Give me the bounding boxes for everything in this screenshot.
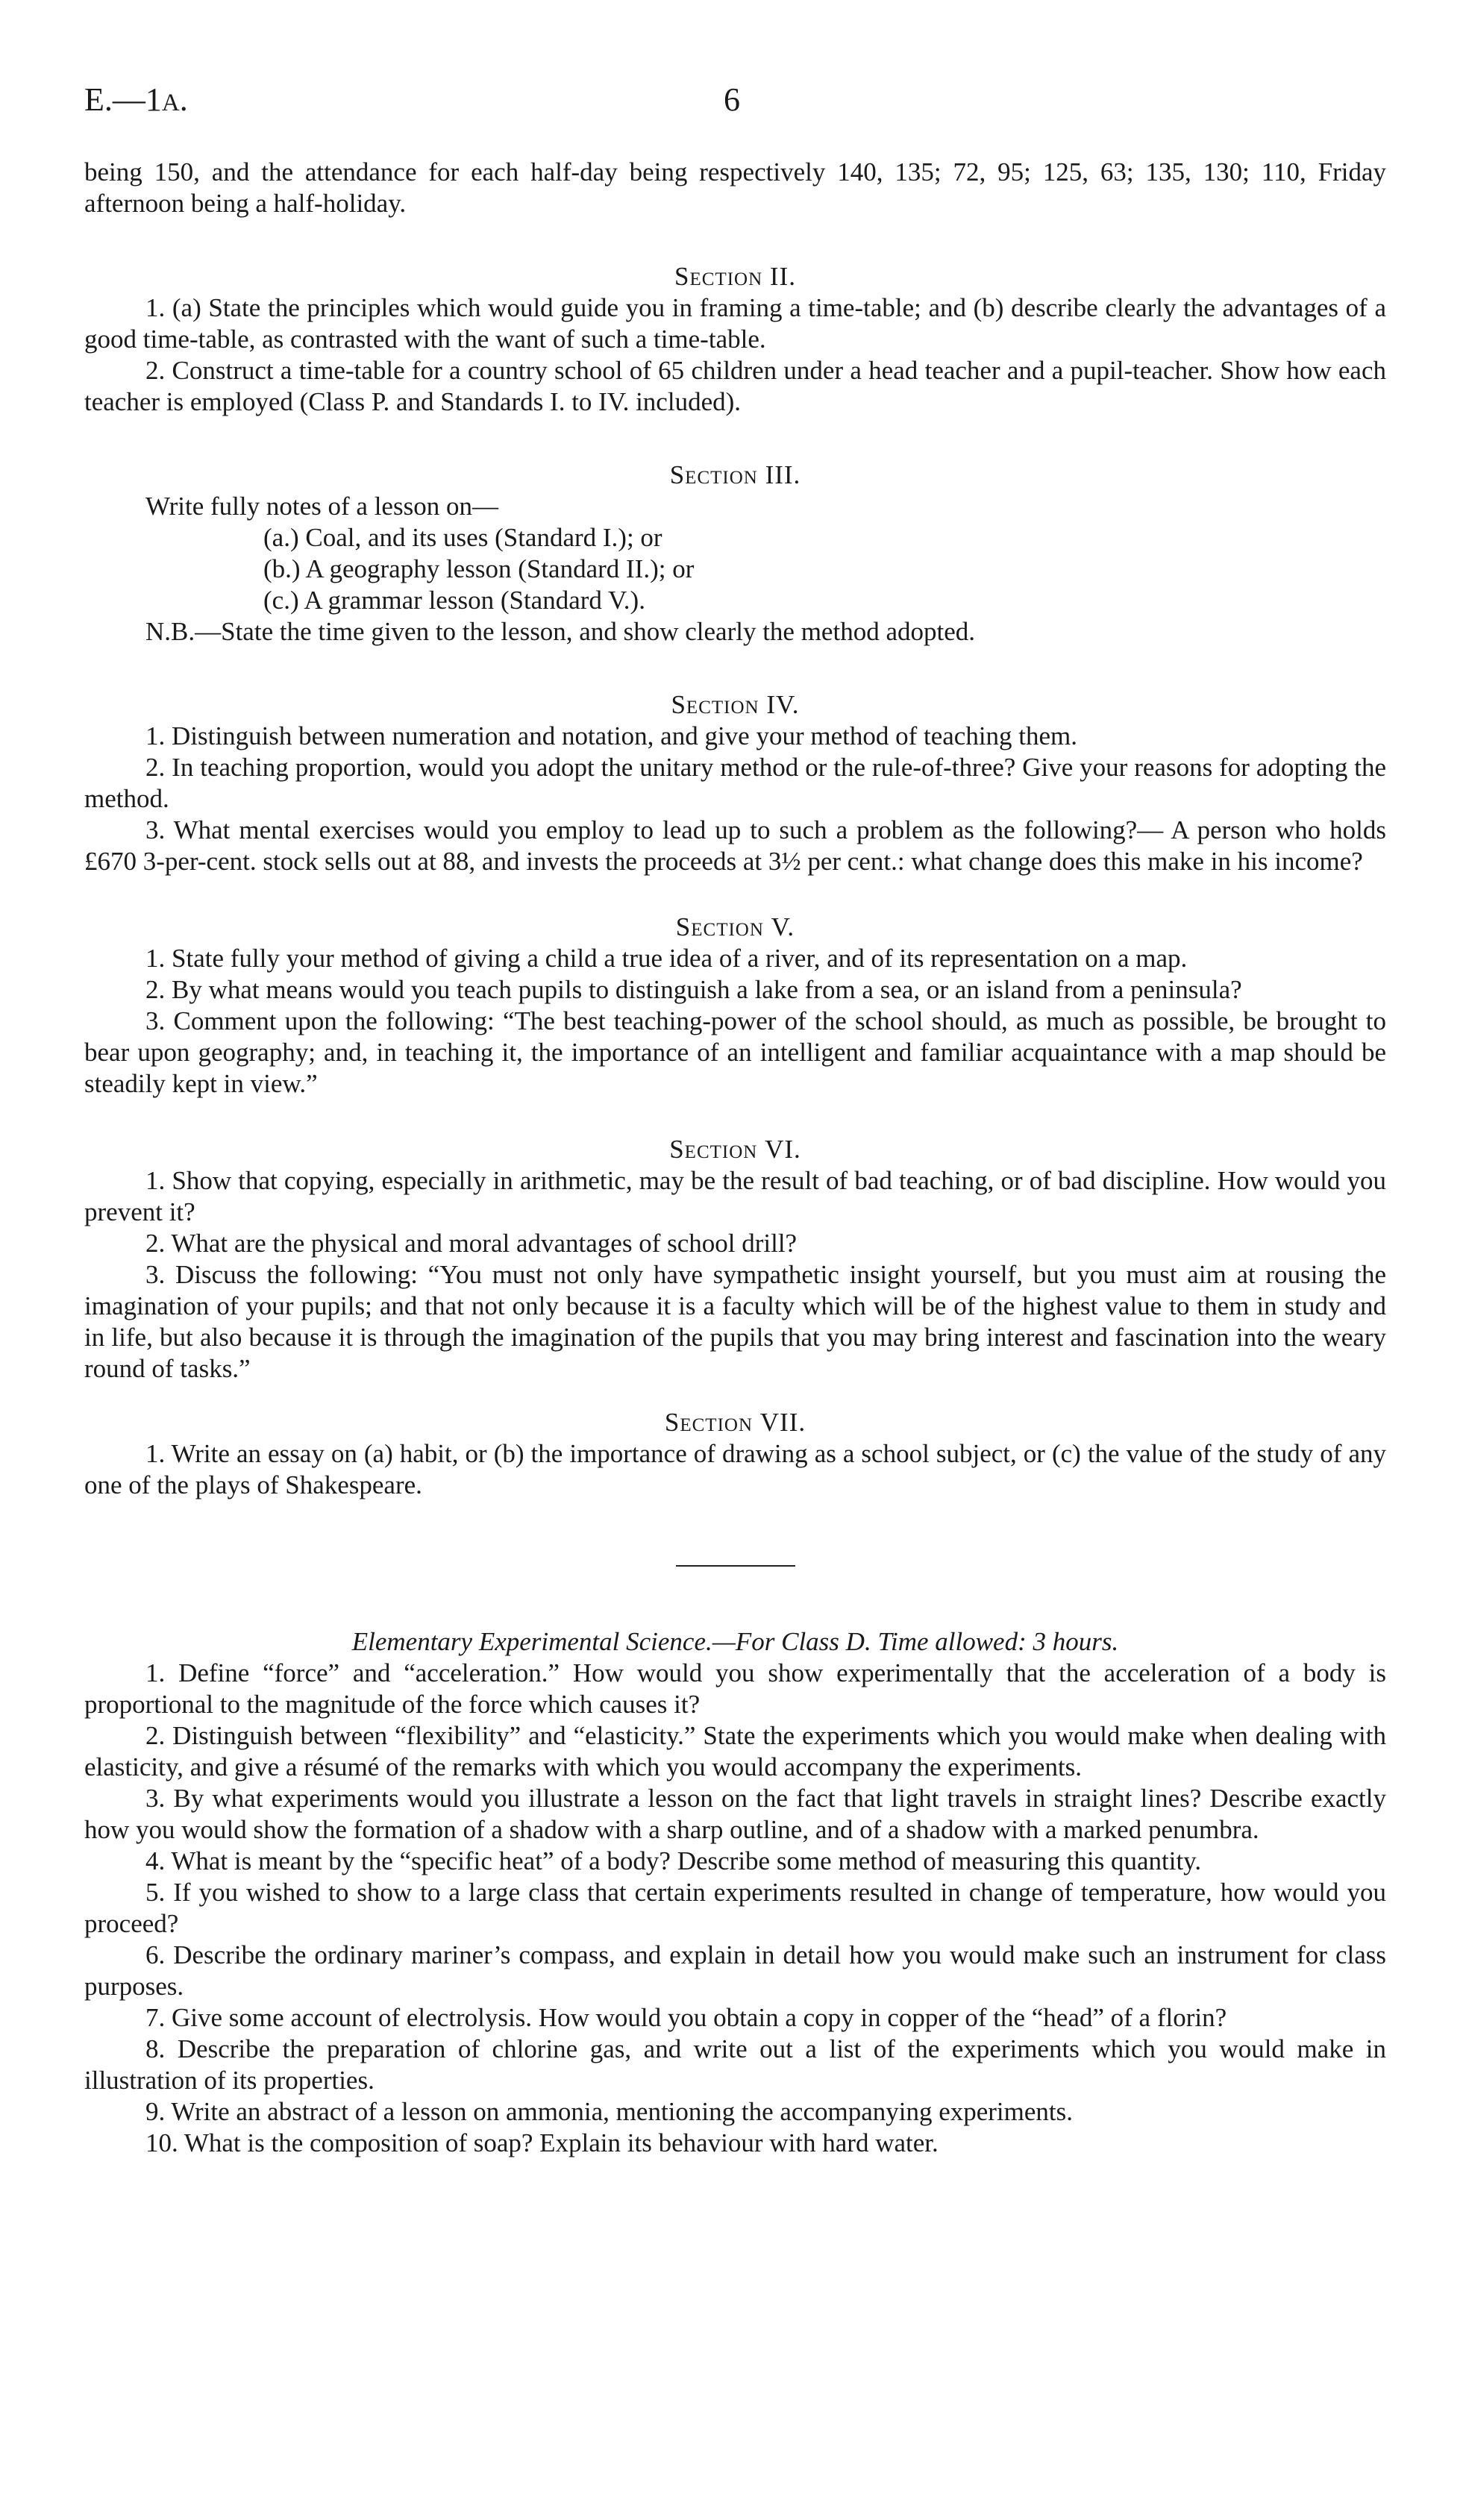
- document-body: [84, 157, 1386, 2159]
- science-question-10: 10. What is the composition of soap? Explain its behaviour with hard water.: [145, 2128, 939, 2157]
- section-6-question-1: 1. Show that copying, especially in arithmetic, may be the result of bad teaching, or of bad discipline. How would you prevent it?: [84, 1166, 1386, 1226]
- section-5-heading: Section V.: [675, 912, 795, 941]
- section-3-note: N.B.—State the time given to the lesson, and show clearly the method adopted.: [145, 617, 975, 646]
- section-5-question-2: 2. By what means would you teach pupils to distinguish a lake from a sea, or an island from a peninsula?: [145, 975, 1242, 1004]
- section-4-question-3: 3. What mental exercises would you employ to lead up to such a problem as the following?— A person who holds £670 3-per-cent. stock sells out at 88, and invests the proceeds at 3½ per cent.: what change does this make in his income?: [84, 815, 1386, 876]
- section-5-question-3: 3. Comment upon the following: “The best teaching-power of the school should, as much as possible, be brought to bear upon geography; and, in teaching it, the importance of an intelligent and familiar acquaintance with a map should be steadily kept in view.”: [84, 1006, 1386, 1098]
- section-2-question-1: 1. (a) State the principles which would guide you in framing a time-table; and (b) describe clearly the advantages of a good time-table, as contrasted with the want of such a time-table.: [84, 293, 1386, 354]
- section-2-heading: Section II.: [674, 262, 796, 291]
- section-4-heading: Section IV.: [671, 690, 800, 719]
- section-3-heading: Section III.: [669, 460, 801, 489]
- page-header: [84, 81, 1386, 125]
- section-6-heading: Section VI.: [669, 1135, 801, 1164]
- science-question-5: 5. If you wished to show to a large class that certain experiments resulted in change of temperature, how would you proceed?: [84, 1878, 1386, 1938]
- science-question-6: 6. Describe the ordinary mariner’s compass, and explain in detail how you would make such an instrument for class purposes.: [84, 1940, 1386, 2001]
- section-2-question-2: 2. Construct a time-table for a country school of 65 children under a head teacher and a pupil-teacher. Show how each teacher is employed (Class P. and Standards I. to IV. included).: [84, 356, 1386, 416]
- science-heading: Elementary Experimental Science.—For Class D. Time allowed: 3 hours.: [351, 1627, 1119, 1656]
- document-reference: E.—1A.: [84, 81, 188, 118]
- section-3-intro: Write fully notes of a lesson on—: [145, 492, 498, 521]
- science-question-4: 4. What is meant by the “specific heat” of a body? Describe some method of measuring this quantity.: [145, 1846, 1202, 1875]
- science-question-7: 7. Give some account of electrolysis. How would you obtain a copy in copper of the “head” of a florin?: [145, 2003, 1227, 2032]
- section-4-question-2: 2. In teaching proportion, would you adopt the unitary method or the rule-of-three? Give your reasons for adopting the method.: [84, 753, 1386, 813]
- section-7-heading: Section VII.: [664, 1408, 806, 1437]
- science-question-8: 8. Describe the preparation of chlorine gas, and write out a list of the experiments which you would make in illustration of its properties.: [84, 2034, 1386, 2095]
- intro-paragraph: being 150, and the attendance for each half-day being respectively 140, 135; 72, 95; 125, 63; 135, 130; 110, Friday afternoon being a half-holiday.: [84, 157, 1386, 218]
- section-3-option-c: (c.) A grammar lesson (Standard V.).: [263, 586, 645, 615]
- section-3-option-b: (b.) A geography lesson (Standard II.); or: [263, 554, 695, 583]
- section-4-question-1: 1. Distinguish between numeration and notation, and give your method of teaching them.: [145, 721, 1078, 750]
- section-7-question-1: 1. Write an essay on (a) habit, or (b) the importance of drawing as a school subject, or (c) the value of the study of any one of the plays of Shakespeare.: [84, 1439, 1386, 1499]
- science-question-1: 1. Define “force” and “acceleration.” How would you show experimentally that the acceleration of a body is proportional to the magnitude of the force which causes it?: [84, 1658, 1386, 1719]
- science-question-9: 9. Write an abstract of a lesson on ammonia, mentioning the accompanying experiments.: [145, 2097, 1074, 2126]
- document-page: [84, 0, 1386, 2520]
- section-5-question-1: 1. State fully your method of giving a child a true idea of a river, and of its representation on a map.: [145, 944, 1188, 973]
- science-question-3: 3. By what experiments would you illustrate a lesson on the fact that light travels in straight lines? Describe exactly how you would show the formation of a shadow with a sharp outline, and of a shadow with a marked penumbra.: [84, 1784, 1386, 1844]
- section-6-question-2: 2. What are the physical and moral advantages of school drill?: [145, 1229, 798, 1258]
- page-number: 6: [724, 81, 740, 118]
- science-question-2: 2. Distinguish between “flexibility” and “elasticity.” State the experiments which you would make when dealing with elasticity, and give a résumé of the remarks with which you would accompany the experiments.: [84, 1721, 1386, 1781]
- section-3-option-a: (a.) Coal, and its uses (Standard I.); or: [263, 523, 662, 552]
- section-6-question-3: 3. Discuss the following: “You must not only have sympathetic insight yourself, but you must aim at rousing the imagination of your pupils; and that not only because it is a faculty which will be of the highest value to them in study and in life, but also because it is through the imagination of the pupils that you may bring interest and fascination into the weary round of tasks.”: [84, 1260, 1386, 1383]
